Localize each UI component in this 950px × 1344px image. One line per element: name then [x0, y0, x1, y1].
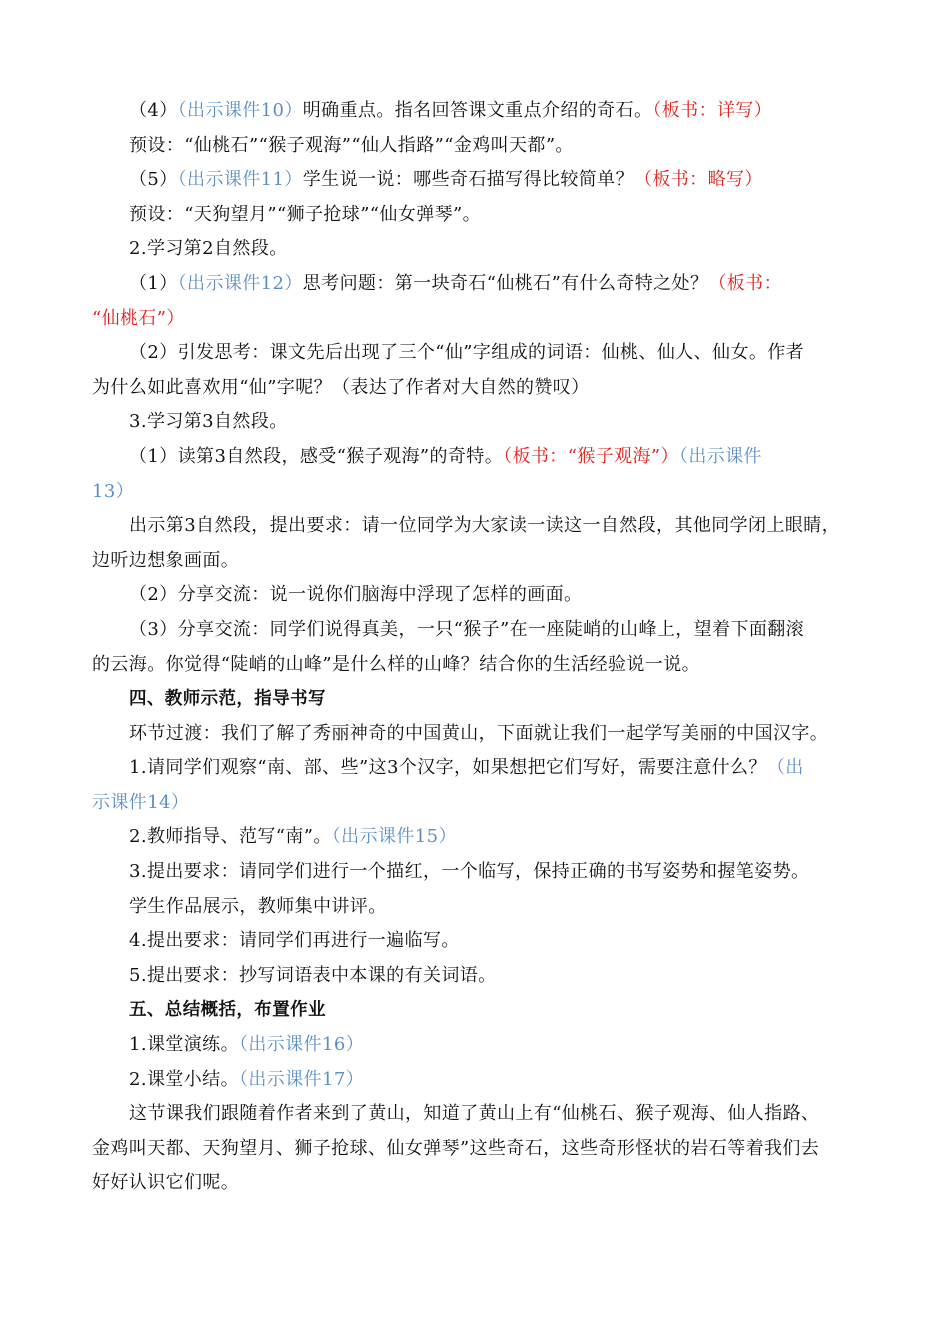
section-heading [92, 682, 870, 717]
courseware-reference: （出示课件16） [238, 1034, 365, 1056]
text-segment: 这节课我们跟随着作者来到了黄山，知道了黄山上有“仙桃石、猴子观海、仙人指路、 [129, 1103, 820, 1125]
courseware-reference: （出示课件11） [177, 169, 303, 191]
board-note: （板书： [708, 272, 782, 294]
text-segment: 预设：“仙桃石”“猴子观海”“仙人指路”“金鸡叫天都”。 [129, 134, 574, 156]
text-segment: 为什么如此喜欢用“仙”字呢？（表达了作者对大自然的赞叹） [92, 376, 590, 398]
text-segment: 明确重点。指名回答课文重点介绍的奇石。 [302, 100, 653, 121]
text-segment: 金鸡叫天都、天狗望月、狮子抢球、仙女弹琴”这些奇石，这些奇形怪状的岩石等着我们去 [92, 1137, 820, 1159]
text-line [92, 1028, 870, 1063]
text-segment: 四、教师示范，指导书写 [129, 689, 326, 710]
text-line [92, 1063, 870, 1098]
text-line [92, 440, 870, 475]
text-line [92, 336, 870, 371]
text-segment: 好好认识它们呢。 [92, 1172, 240, 1194]
text-line [92, 717, 870, 752]
text-segment: 1.请同学们观察“南、部、些”这3个汉字，如果想把它们写好，需要注意什么？ [129, 757, 767, 779]
text-segment: 学生作品展示，教师集中讲评。 [129, 895, 387, 917]
text-line [92, 1132, 870, 1167]
text-line [92, 198, 870, 233]
text-line [92, 267, 870, 302]
text-line [92, 405, 870, 440]
text-line [92, 544, 870, 579]
text-segment: （2）引发思考：课文先后出现了三个“仙”字组成的词语：仙桃、仙人、仙女。作者 [129, 342, 805, 364]
board-note: （板书：“猴子观海”） [503, 445, 679, 467]
text-segment: 2.学习第2自然段。 [129, 238, 288, 260]
document-page [92, 94, 870, 1201]
text-segment: 边听边想象画面。 [92, 549, 240, 571]
text-segment: （5） [129, 169, 178, 191]
text-segment: （1） [129, 272, 178, 294]
text-segment: （1）读第3自然段，感受“猴子观海”的奇特。 [129, 445, 504, 467]
text-segment: 4.提出要求：请同学们再进行一遍临写。 [129, 930, 460, 952]
text-segment: （4） [129, 100, 178, 121]
board-note: （板书：详写） [652, 100, 773, 121]
courseware-reference: （出示课件10） [177, 100, 303, 121]
text-line [92, 163, 870, 198]
text-line [92, 890, 870, 925]
text-line [92, 1097, 870, 1132]
courseware-reference: （出示课件17） [238, 1068, 365, 1090]
courseware-reference: （出 [766, 757, 804, 779]
text-segment: 3.提出要求：请同学们进行一个描红，一个临写，保持正确的书写姿势和握笔姿势。 [129, 861, 810, 883]
text-line [92, 302, 870, 337]
text-segment: 环节过渡：我们了解了秀丽神奇的中国黄山，下面就让我们一起学写美丽的中国汉字。 [129, 722, 829, 744]
text-segment: 学生说一说：哪些奇石描写得比较简单？ [302, 169, 634, 191]
text-segment: （2）分享交流：说一说你们脑海中浮现了怎样的画面。 [129, 584, 583, 606]
courseware-reference: （出示课件12） [177, 272, 303, 294]
text-line [92, 820, 870, 855]
text-line [92, 94, 870, 129]
board-note: “仙桃石”） [92, 307, 185, 329]
text-line [92, 648, 870, 683]
section-heading [92, 993, 870, 1028]
text-segment: 预设：“天狗望月”“狮子抢球”“仙女弹琴”。 [129, 203, 482, 225]
text-segment: 思考问题：第一块奇石“仙桃石”有什么奇特之处？ [302, 272, 709, 294]
text-line [92, 509, 870, 544]
courseware-reference: （出示课件15） [331, 826, 457, 848]
text-segment: 1.课堂演练。 [129, 1034, 239, 1056]
text-line [92, 578, 870, 613]
text-segment: 出示第3自然段，提出要求：请一位同学为大家读一读这一自然段，其他同学闭上眼睛， [129, 515, 841, 537]
text-segment: 2.课堂小结。 [129, 1068, 239, 1090]
text-line [92, 924, 870, 959]
courseware-reference: 示课件14） [92, 791, 190, 813]
text-line [92, 855, 870, 890]
text-line [92, 751, 870, 786]
text-line [92, 371, 870, 406]
text-segment: 2.教师指导、范写“南”。 [129, 826, 332, 848]
text-line [92, 1166, 870, 1201]
text-segment: 3.学习第3自然段。 [129, 411, 288, 433]
board-note: （板书：略写） [633, 169, 763, 191]
text-line [92, 475, 870, 510]
text-segment: 5.提出要求：抄写词语表中本课的有关词语。 [129, 964, 497, 986]
courseware-reference: 13） [92, 480, 135, 502]
text-line [92, 959, 870, 994]
text-line [92, 129, 870, 164]
text-segment: （3）分享交流：同学们说得真美，一只“猴子”在一座陡峭的山峰上，望着下面翻滚 [129, 618, 805, 640]
text-line [92, 232, 870, 267]
text-segment: 五、总结概括，布置作业 [129, 1000, 326, 1021]
courseware-reference: （出示课件 [678, 445, 762, 467]
text-line [92, 613, 870, 648]
text-line [92, 786, 870, 821]
text-segment: 的云海。你觉得“陡峭的山峰”是什么样的山峰？结合你的生活经验说一说。 [92, 653, 701, 675]
